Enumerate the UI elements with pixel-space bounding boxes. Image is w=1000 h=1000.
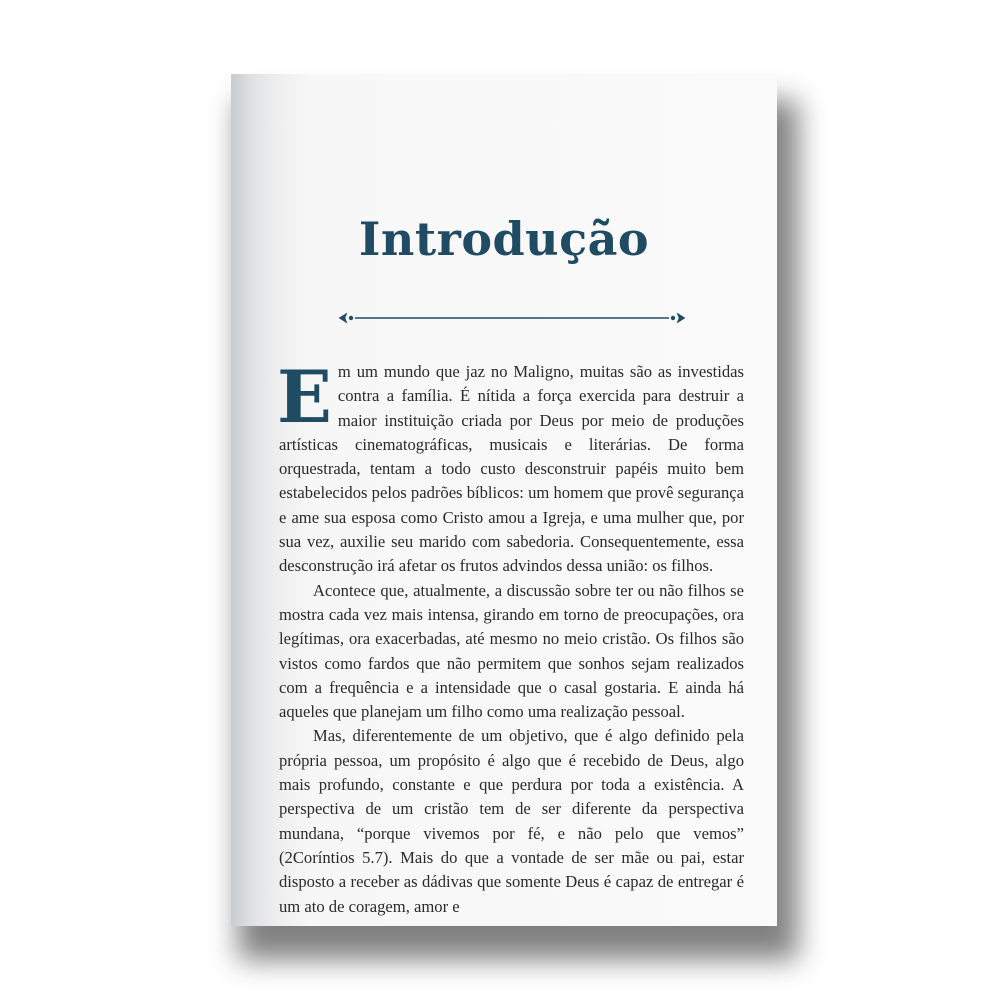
chapter-title: Introdução (358, 212, 650, 266)
ornament-left-flourish (339, 313, 347, 323)
ornament-left-dot (349, 316, 353, 320)
paragraph: Acontece que, atualmente, a discussão sobre ter ou não filhos se mostra cada vez mais intensa, girando em torno de preocupações, ora legítimas, ora exacerbadas, até mesmo no meio cristão. Os filhos são vistos como fardos que não permitem que sonhos sejam realizados com a frequência e a intensidade que o casal gostaria. E ainda há aqueles que planejam um filho como uma realização pessoal. (279, 580, 744, 722)
paragraph (277, 354, 744, 579)
chapter-body (277, 354, 744, 919)
paragraph: Mas, diferentemente de um objetivo, que é algo definido pela própria pessoa, um propósito é algo que é recebido de Deus, algo mais profundo, constante e que perdura por toda a existência. A perspectiva de um cristão tem de ser diferente da perspectiva mundana, “porque vivemos por fé, e não pelo que vemos” (2Coríntios 5.7). Mais do que a vontade de ser mãe ou pai, estar disposto a receber as dádivas que somente Deus é capaz de entregar é um ato de coragem, amor e (279, 726, 744, 916)
drop-cap: E (277, 354, 332, 439)
ornament-right-flourish (677, 313, 685, 323)
ornament-right-dot (671, 316, 675, 320)
ornament-divider (337, 310, 687, 326)
book-page (231, 74, 777, 926)
paragraph-text: m um mundo que jaz no Maligno, muitas são as investidas contra a família. É nítida a força exercida para destruir a maior instituição criada por Deus por meio de produções artísticas cinematográficas, musicais e literárias. De forma orquestrada, tentam a todo custo desconstruir papéis muito bem estabelecidos pelos padrões bíblicos: um homem que provê segurança e ame sua esposa como Cristo amou a Igreja, e uma mulher que, por sua vez, auxilie seu marido com sabedoria. Consequentemente, essa desconstrução irá afetar os frutos advindos dessa união: os filhos. (279, 362, 744, 576)
